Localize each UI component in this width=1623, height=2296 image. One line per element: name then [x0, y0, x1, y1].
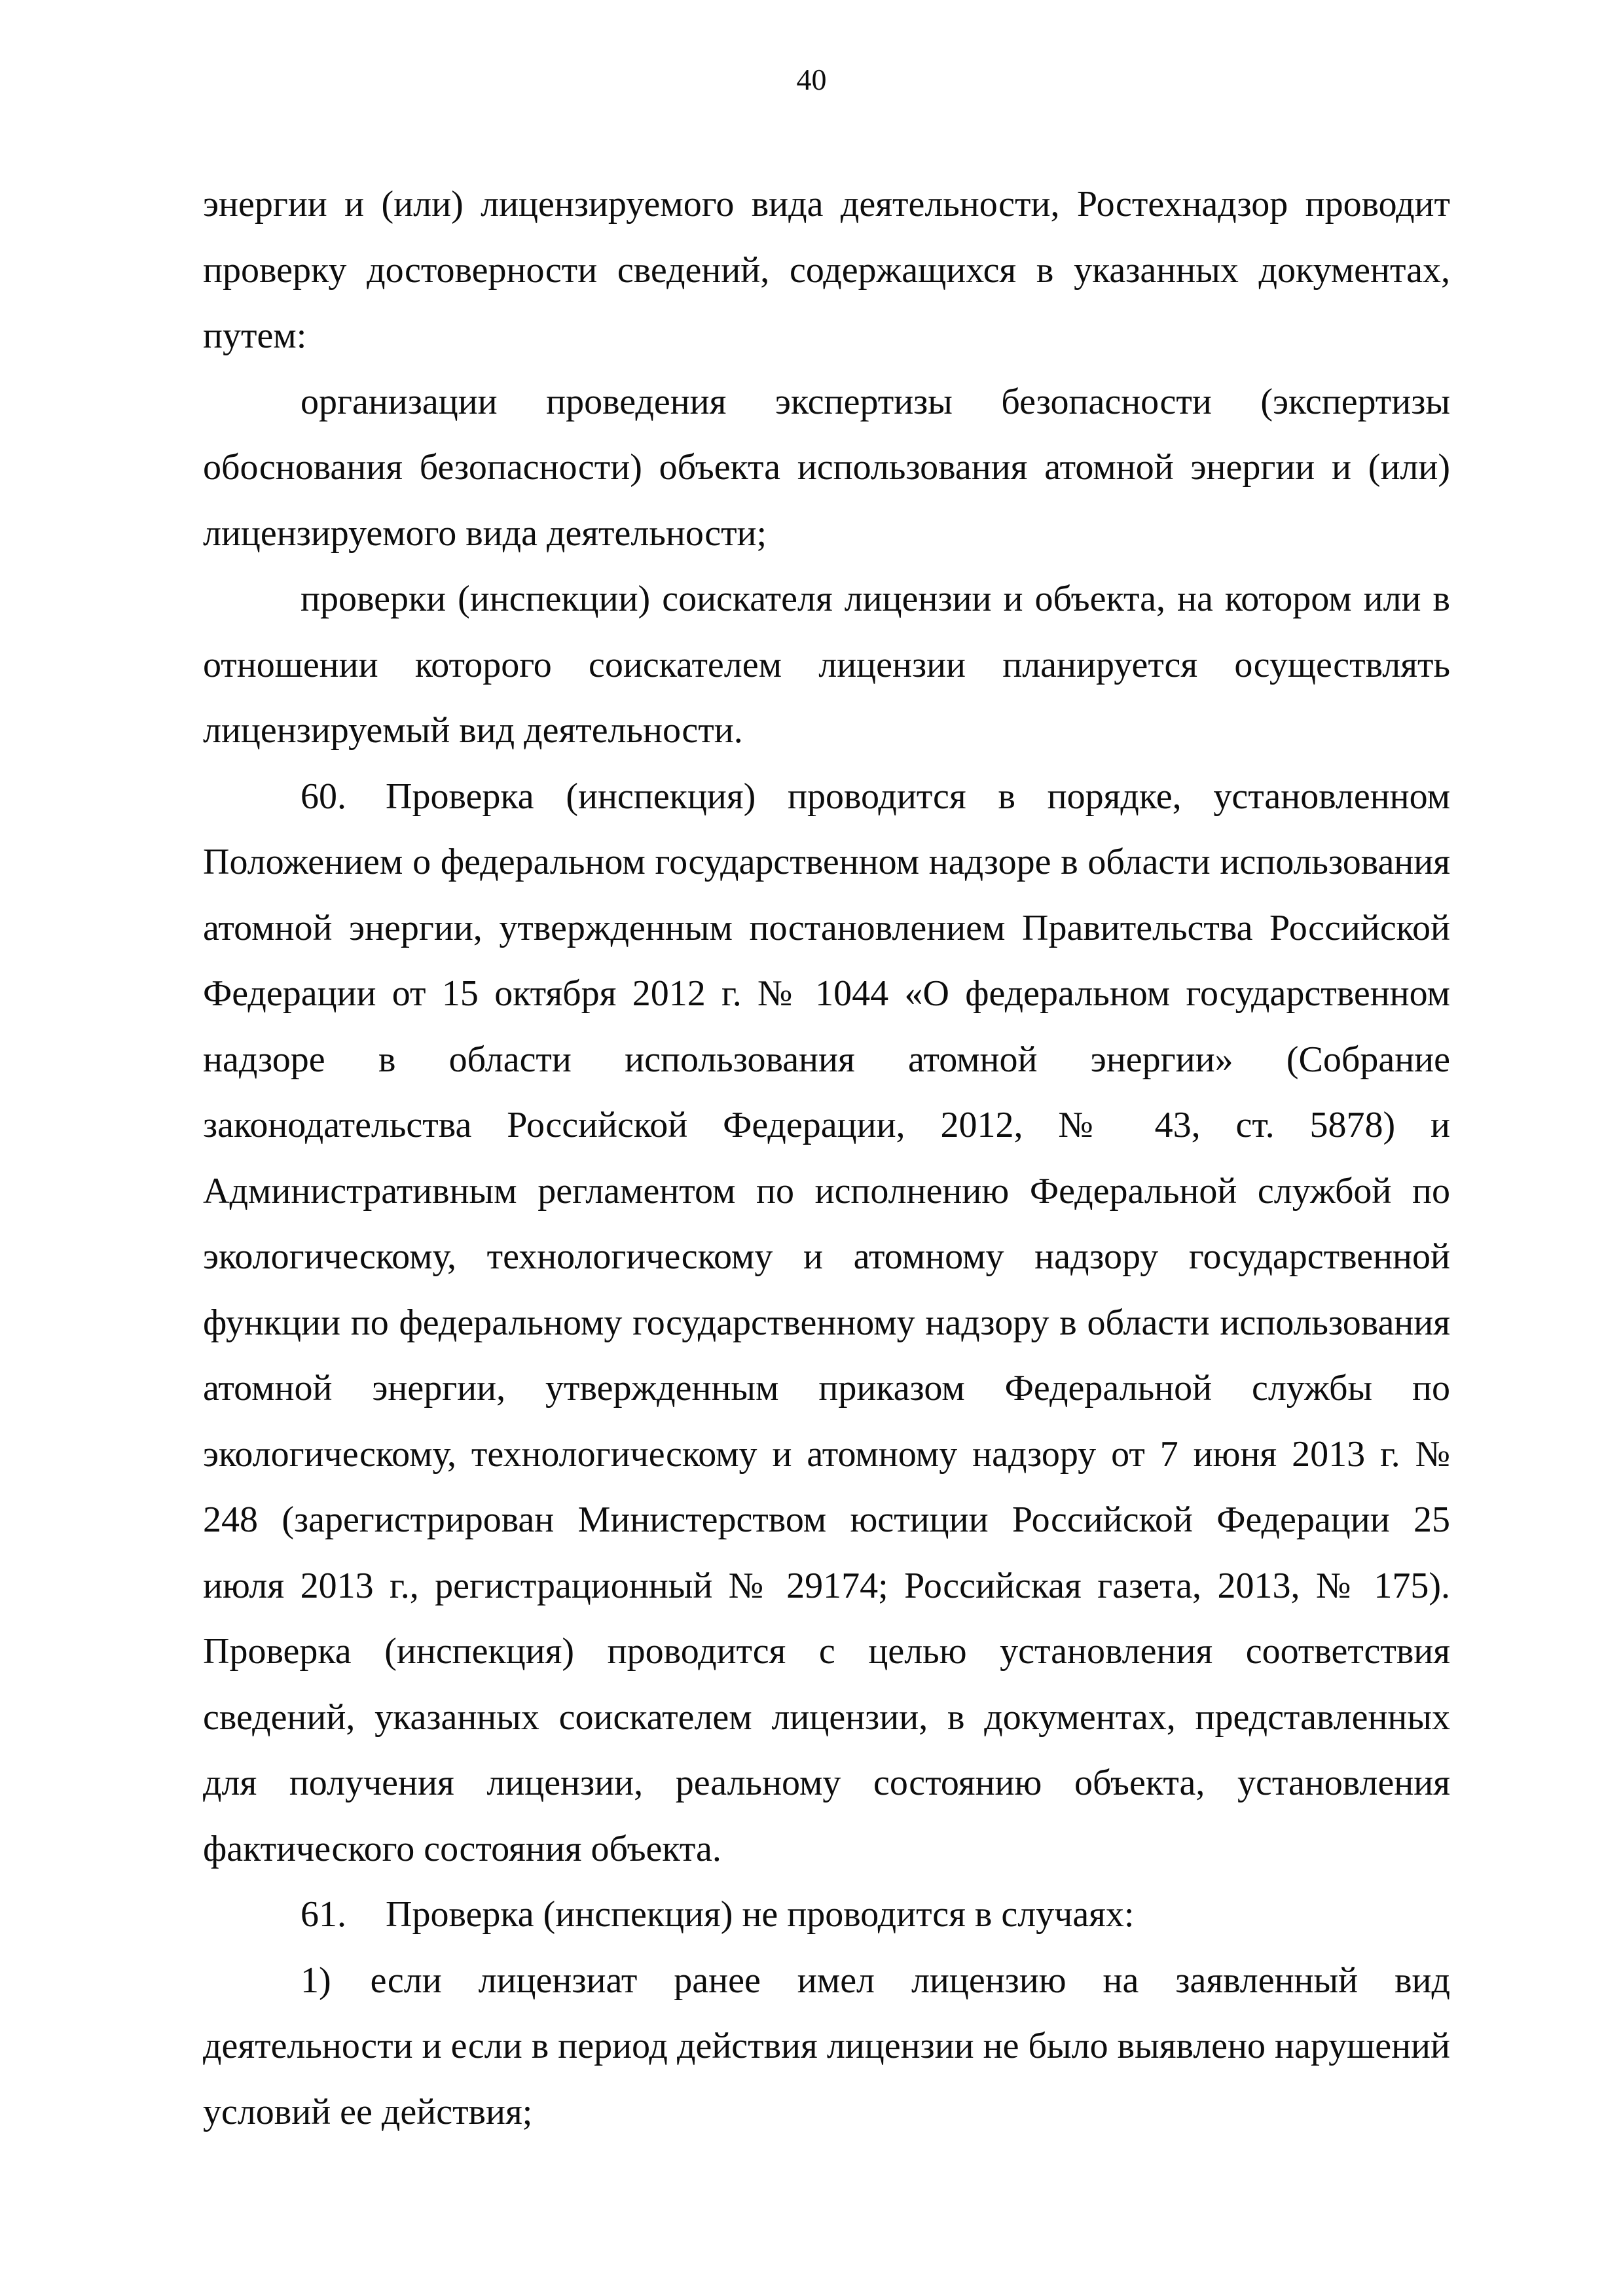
- paragraph-expertise: организации проведения экспертизы безопасности (экспертизы обоснования безопасности) объекта использования атомной энергии и (или) лицензируемого вида деятельности;: [203, 381, 1450, 554]
- subclause-text: если лицензиат ранее имел лицензию на заявленный вид деятельности и если в период действия лицензии не было выявлено нарушений условий ее действия;: [203, 1960, 1450, 2132]
- page-number: 40: [796, 63, 827, 96]
- clause-text: Проверка (инспекция) проводится в порядке, установленном Положением о федеральном государственном надзоре в области использования атомной энергии, утвержденным постановлением Правительства Российской Федерации от 15 октября 2012 г. № 1044 «О федеральном государственном надзоре в области использования атомной энергии» (Собрание законодательства Российской Федерации, 2012, № 43, ст. 5878) и Административным регламентом по исполнению Федеральной службой по экологическому, технологическому и атомному надзору государственной функции по федеральному государственному надзору в области использования атомной энергии, утвержденным приказом Федеральной службы по экологическому, технологическому и атомному надзору от 7 июня 2013 г. № 248 (зарегистрирован Министерством юстиции Российской Федерации 25 июля 2013 г., регистрационный № 29174; Российская газета, 2013, № 175). Проверка (инспекция) проводится с целью установления соответствия сведений, указанных соискателем лицензии, в документах, представленных для получения лицензии, реальному состоянию объекта, установления фактического состояния объекта.: [203, 776, 1450, 1869]
- clause-text: Проверка (инспекция) не проводится в случаях:: [386, 1894, 1135, 1935]
- subclause-1: [203, 1948, 1450, 2145]
- clause-60: [203, 764, 1450, 1882]
- paragraph-continuation: энергии и (или) лицензируемого вида деятельности, Ростехнадзор проводит проверку достоверности сведений, содержащихся в указанных документах, путем:: [203, 184, 1450, 356]
- clause-number: 60.: [301, 776, 346, 817]
- subclause-number: 1): [301, 1960, 331, 2001]
- document-body: [203, 171, 1450, 2145]
- clause-61: [203, 1882, 1450, 1948]
- paragraph-inspection: проверки (инспекции) соискателя лицензии и объекта, на котором или в отношении которого соискателем лицензии планируется осуществлять лицензируемый вид деятельности.: [203, 579, 1450, 751]
- clause-number: 61.: [301, 1894, 346, 1935]
